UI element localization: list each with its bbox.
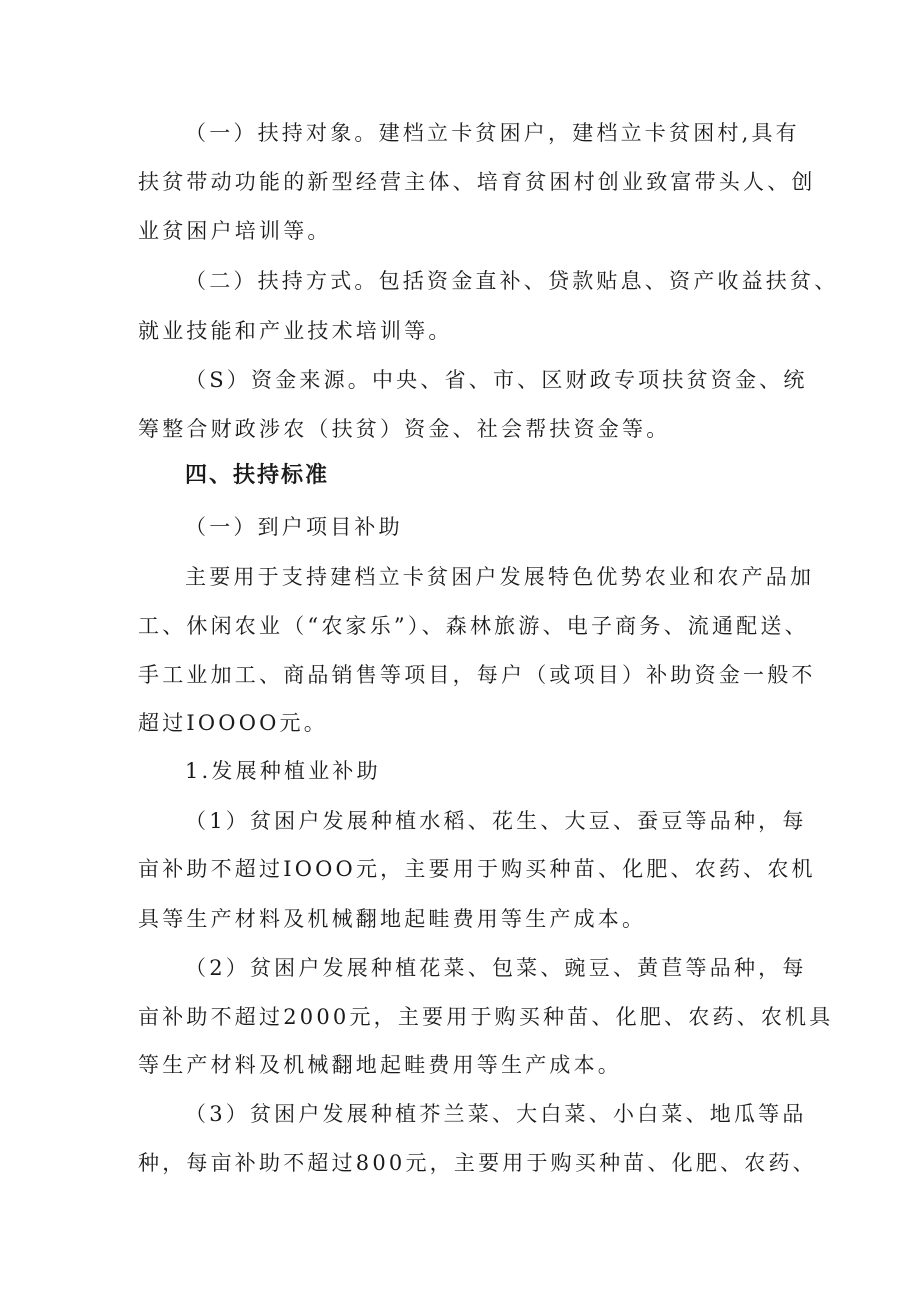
paragraph-line: 种，每亩补助不超过800元，主要用于购买种苗、化肥、农药、	[138, 1151, 817, 1175]
paragraph-line: （2）贫困户发展种植花菜、包菜、豌豆、黄苣等品种，每	[185, 956, 807, 980]
paragraph-line: （S）资金来源。中央、省、市、区财政专项扶贫资金、统	[185, 368, 808, 392]
paragraph-line: 扶贫带动功能的新型经营主体、培育贫困村创业致富带头人、创	[138, 170, 816, 194]
paragraph-line: 等生产材料及机械翻地起畦费用等生产成本。	[138, 1053, 622, 1077]
paragraph-line: 具等生产材料及机械翻地起畦费用等生产成本。	[138, 907, 647, 931]
paragraph-line: （一）扶持对象。建档立卡贫困户，建档立卡贫困村,具有	[185, 121, 800, 145]
subsection-title: （一）到户项目补助	[185, 515, 403, 539]
paragraph-line: 手工业加工、商品销售等项目，每户（或项目）补助资金一般不	[138, 663, 816, 687]
section-heading: 四、扶持标准	[185, 463, 330, 488]
paragraph-line: 筹整合财政涉农（扶贫）资金、社会帮扶资金等。	[138, 417, 671, 441]
paragraph-line: 工、休闲农业（“农家乐”）、森林旅游、电子商务、流通配送、	[138, 614, 809, 638]
paragraph-line: 就业技能和产业技术培训等。	[138, 319, 453, 343]
paragraph-line: 主要用于支持建档立卡贫困户发展特色优势农业和农产品加	[185, 565, 815, 589]
paragraph-line: （二）扶持方式。包括资金直补、贷款贴息、资产收益扶贫、	[185, 269, 839, 293]
paragraph-line: 亩补助不超过IOOO元，主要用于购买种苗、化肥、农药、农机	[138, 857, 816, 881]
item-title: 1.发展种植业补助	[185, 759, 381, 783]
paragraph-line: 亩补助不超过2000元，主要用于购买种苗、化肥、农药、农机具	[138, 1005, 834, 1029]
paragraph-line: （1）贫困户发展种植水稻、花生、大豆、蚕豆等品种，每	[185, 809, 807, 833]
paragraph-line: （3）贫困户发展种植芥兰菜、大白菜、小白菜、地瓜等品	[185, 1102, 807, 1126]
paragraph-line: 超过IOOOO元。	[138, 711, 328, 735]
paragraph-line: 业贫困户培训等。	[138, 219, 332, 243]
